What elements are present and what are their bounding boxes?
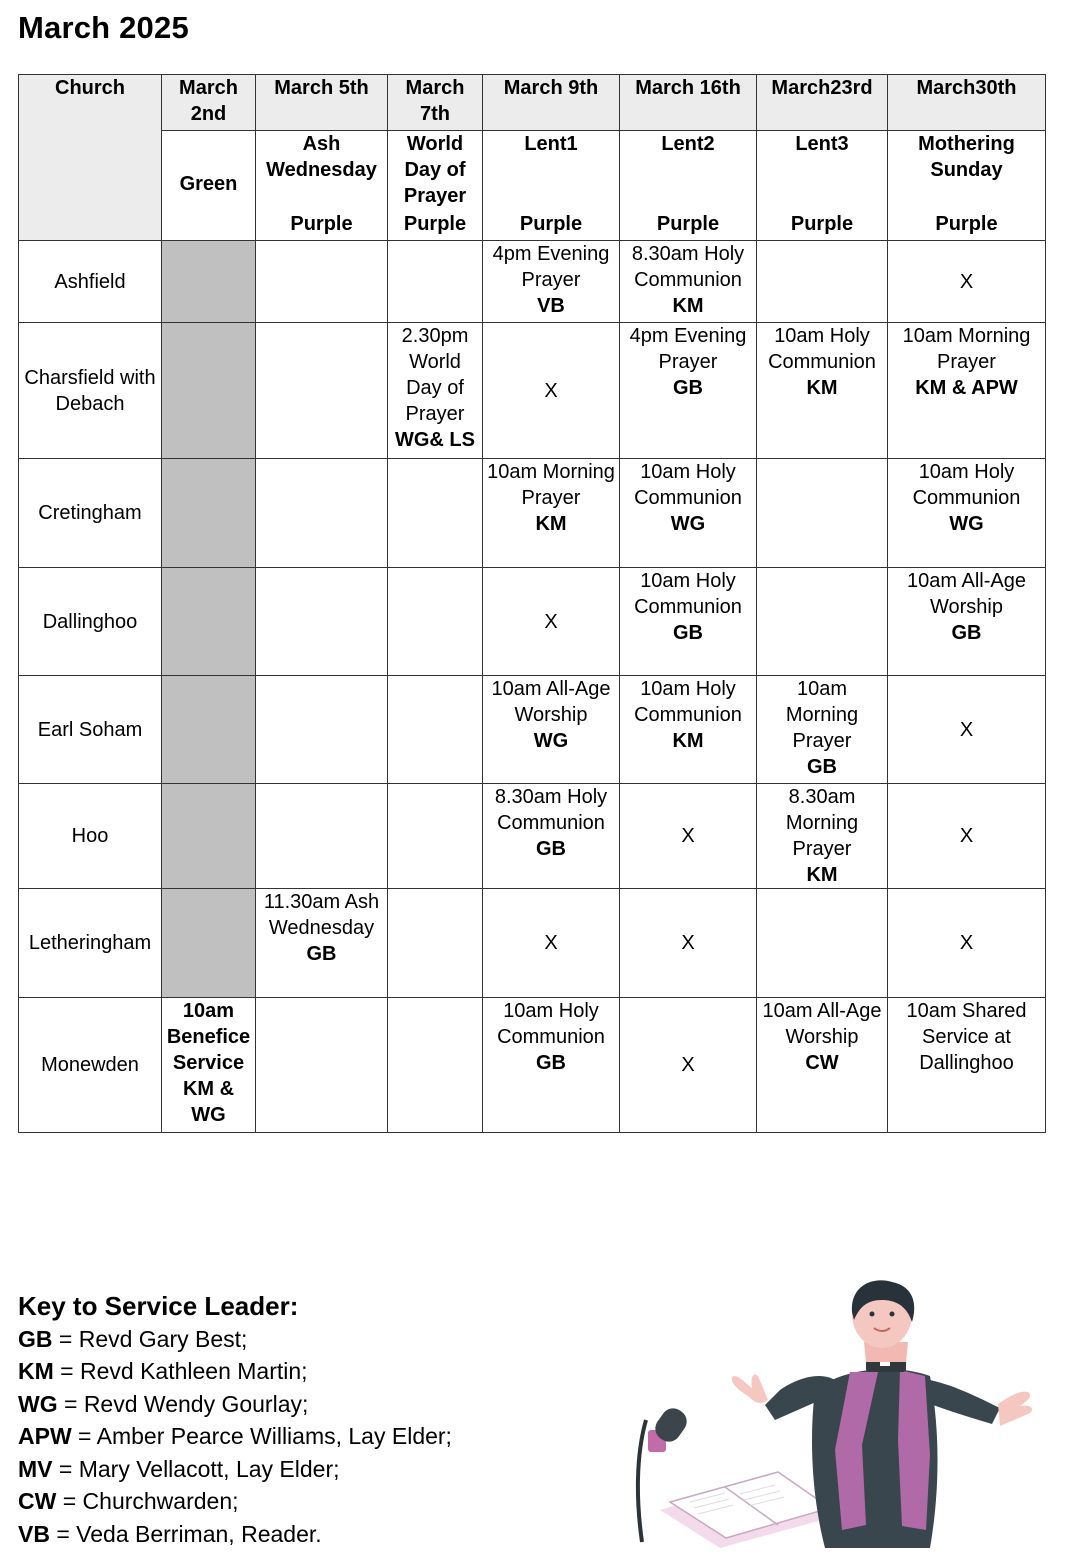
service-leader: GB: [536, 838, 566, 860]
season-header-row: [19, 131, 1046, 241]
service-cell: [757, 323, 888, 459]
service-cell: [757, 784, 888, 889]
service-leader: 10am Benefice Service KM & WG: [166, 1000, 251, 1126]
priest-illustration: [630, 1280, 1060, 1553]
service-leader: WG: [670, 513, 706, 535]
closed-cell: [162, 459, 256, 568]
service-cell: [620, 323, 757, 459]
service-cell: [888, 459, 1046, 568]
service-cell: [483, 784, 620, 889]
service-cell: [888, 784, 1046, 889]
table-row: [19, 459, 1046, 568]
service-cell: [388, 998, 483, 1133]
occasion-name: Lent1: [524, 133, 578, 155]
service-description: X: [681, 1054, 695, 1076]
priest-illustration-svg: [630, 1280, 1060, 1548]
leader-description: = Revd Kathleen Martin;: [53, 1358, 308, 1384]
service-description: 10am Holy Communion: [768, 325, 876, 373]
service-cell: [620, 784, 757, 889]
leader-abbreviation: KM: [18, 1358, 54, 1384]
service-description: X: [544, 610, 558, 633]
liturgical-colour: Purple: [790, 213, 854, 235]
liturgical-colour: Purple: [290, 213, 353, 235]
key-item: [18, 1485, 452, 1518]
service-leader: GB: [673, 622, 703, 644]
service-description: 8.30am Holy Communion: [631, 243, 745, 291]
service-cell: [888, 323, 1046, 459]
service-cell: [620, 568, 757, 676]
service-cell: [256, 676, 388, 784]
service-description: X: [959, 932, 974, 954]
key-item: [18, 1453, 452, 1486]
leader-abbreviation: CW: [18, 1488, 57, 1514]
service-description: 4pm Evening Prayer: [629, 325, 747, 373]
date-header: March 9th: [483, 75, 620, 131]
service-description: 10am All-Age Worship: [491, 678, 611, 726]
page-title: March 2025: [18, 10, 189, 45]
service-cell: [620, 998, 757, 1133]
date-header: March 5th: [256, 75, 388, 131]
table-row: [19, 998, 1046, 1133]
leader-description: = Veda Berriman, Reader.: [49, 1520, 322, 1547]
service-cell: [388, 889, 483, 998]
church-name: Hoo: [19, 784, 162, 889]
closed-cell: [162, 241, 256, 323]
service-cell: [483, 998, 620, 1133]
liturgical-colour: Purple: [656, 213, 720, 235]
key-list: [18, 1323, 452, 1551]
occasion-name: World Day of Prayer: [403, 133, 467, 207]
leader-abbreviation: MV: [18, 1455, 53, 1482]
service-leader: KM: [535, 513, 567, 535]
liturgical-colour: Green: [179, 173, 238, 195]
service-cell: [256, 998, 388, 1133]
leader-description: = Amber Pearce Williams, Lay Elder;: [71, 1423, 452, 1449]
church-name: Ashfield: [19, 241, 162, 323]
leader-abbreviation: APW: [18, 1423, 72, 1449]
date-header: March 16th: [620, 75, 757, 131]
liturgical-colour: Purple: [519, 213, 583, 235]
leader-description: = Revd Gary Best;: [52, 1325, 248, 1352]
service-cell: [888, 998, 1046, 1133]
service-cell: [757, 459, 888, 568]
liturgical-colour: Purple: [935, 213, 998, 235]
service-leader: KM: [806, 864, 838, 886]
service-cell: [620, 676, 757, 784]
service-leader: CW: [805, 1052, 839, 1074]
church-name: Letheringham: [19, 889, 162, 998]
service-description: 10am Morning Prayer: [785, 678, 859, 752]
service-leader: GB: [807, 756, 837, 778]
season-cell: [483, 131, 620, 241]
occasion-name: Lent2: [661, 133, 715, 155]
service-leader: GB: [536, 1052, 566, 1074]
service-cell: [757, 241, 888, 323]
service-description: X: [681, 825, 695, 847]
service-description: 10am Holy Communion: [634, 678, 742, 726]
key-item: [18, 1420, 452, 1453]
service-description: 10am Holy Communion: [634, 570, 742, 618]
leader-abbreviation: GB: [18, 1325, 53, 1352]
church-name: Dallinghoo: [19, 568, 162, 676]
closed-cell: [162, 323, 256, 459]
occasion-name: Lent3: [795, 133, 849, 155]
closed-cell: [162, 568, 256, 676]
service-description: X: [959, 718, 974, 741]
service-cell: [256, 784, 388, 889]
service-cell: [483, 241, 620, 323]
service-description: 4pm Evening Prayer: [492, 243, 610, 291]
service-description: X: [959, 270, 974, 293]
leader-description: = Mary Vellacott, Lay Elder;: [52, 1455, 340, 1482]
occasion-name: Ash Wednesday: [266, 133, 377, 181]
service-cell: [620, 241, 757, 323]
service-cell: [388, 676, 483, 784]
leader-abbreviation: WG: [18, 1390, 58, 1417]
service-cell: [620, 889, 757, 998]
service-description: 10am Holy Communion: [912, 461, 1021, 509]
leader-description: = Churchwarden;: [56, 1488, 239, 1514]
service-cell: [483, 323, 620, 459]
service-description: X: [544, 379, 558, 402]
service-cell: [888, 568, 1046, 676]
service-rota-table: [18, 74, 1046, 1133]
service-description: 11.30am Ash Wednesday: [263, 891, 380, 939]
service-leader: KM: [806, 377, 838, 399]
service-cell: [256, 459, 388, 568]
lectern-book-icon: [660, 1472, 840, 1548]
table-row: [19, 784, 1046, 889]
service-description: 10am Holy Communion: [634, 461, 742, 509]
service-cell: [757, 676, 888, 784]
service-cell: [757, 889, 888, 998]
service-cell: [483, 459, 620, 568]
leader-abbreviation: VB: [18, 1520, 50, 1547]
key-item: [18, 1388, 452, 1421]
date-header: March30th: [888, 75, 1046, 131]
table-row: [19, 323, 1046, 459]
service-description: 2.30pm World Day of Prayer: [401, 325, 469, 425]
service-description: 10am Morning Prayer: [487, 461, 615, 509]
service-cell: [256, 323, 388, 459]
service-cell: [388, 568, 483, 676]
table-row: [19, 241, 1046, 323]
service-description: 10am Shared Service at Dallinghoo: [906, 1000, 1027, 1074]
service-leader: GB: [306, 943, 337, 965]
service-cell: [256, 241, 388, 323]
leader-description: = Revd Wendy Gourlay;: [57, 1390, 309, 1417]
season-cell: [388, 131, 483, 241]
service-cell: [256, 889, 388, 998]
service-cell: [388, 784, 483, 889]
service-description: 10am All-Age Worship: [762, 1000, 882, 1048]
season-cell: [162, 131, 256, 241]
service-description: 8.30am Holy Communion: [494, 786, 608, 834]
date-header: March 2nd: [162, 75, 256, 131]
closed-cell: [162, 784, 256, 889]
church-name: Cretingham: [19, 459, 162, 568]
service-cell: [757, 998, 888, 1133]
key-item: [18, 1355, 452, 1388]
service-cell: [388, 459, 483, 568]
service-description: 10am Holy Communion: [497, 1000, 605, 1048]
service-cell: [888, 676, 1046, 784]
key-item: [18, 1518, 452, 1551]
liturgical-colour: Purple: [403, 213, 467, 235]
service-leader: WG: [533, 730, 569, 752]
service-cell: [162, 998, 256, 1133]
service-leader: VB: [537, 295, 565, 317]
service-description: X: [959, 825, 974, 847]
service-leader: WG: [949, 513, 984, 535]
service-leader: KM & APW: [915, 377, 1018, 399]
service-description: X: [681, 932, 695, 954]
season-cell: [757, 131, 888, 241]
service-cell: [757, 568, 888, 676]
service-leader: GB: [673, 377, 703, 399]
service-cell: [388, 323, 483, 459]
service-cell: [888, 889, 1046, 998]
season-cell: [620, 131, 757, 241]
church-name: Monewden: [19, 998, 162, 1133]
date-header-row: [19, 75, 1046, 131]
date-header: March 7th: [388, 75, 483, 131]
closed-cell: [162, 676, 256, 784]
occasion-name: Mothering Sunday: [918, 133, 1015, 181]
service-leader: KM: [672, 295, 704, 317]
service-cell: [483, 889, 620, 998]
church-name: Charsfield with Debach: [19, 323, 162, 459]
service-cell: [388, 241, 483, 323]
service-description: 8.30am Morning Prayer: [785, 786, 859, 860]
service-cell: [620, 459, 757, 568]
season-cell: [256, 131, 388, 241]
leader-key: [18, 1290, 452, 1550]
table-row: [19, 889, 1046, 998]
table-row: [19, 568, 1046, 676]
service-cell: [483, 676, 620, 784]
closed-cell: [162, 889, 256, 998]
service-leader: GB: [951, 622, 982, 644]
service-leader: WG& LS: [395, 429, 475, 451]
service-cell: [483, 568, 620, 676]
service-cell: [256, 568, 388, 676]
service-description: 10am All-Age Worship: [907, 570, 1026, 618]
service-cell: [888, 241, 1046, 323]
table-row: [19, 676, 1046, 784]
service-leader: KM: [672, 730, 704, 752]
date-header: March23rd: [757, 75, 888, 131]
key-item: [18, 1323, 452, 1356]
key-title: Key to Service Leader:: [18, 1291, 299, 1321]
service-description: X: [544, 932, 558, 954]
season-cell: [888, 131, 1046, 241]
church-header: Church: [19, 75, 162, 241]
service-description: 10am Morning Prayer: [902, 325, 1031, 373]
church-name: Earl Soham: [19, 676, 162, 784]
